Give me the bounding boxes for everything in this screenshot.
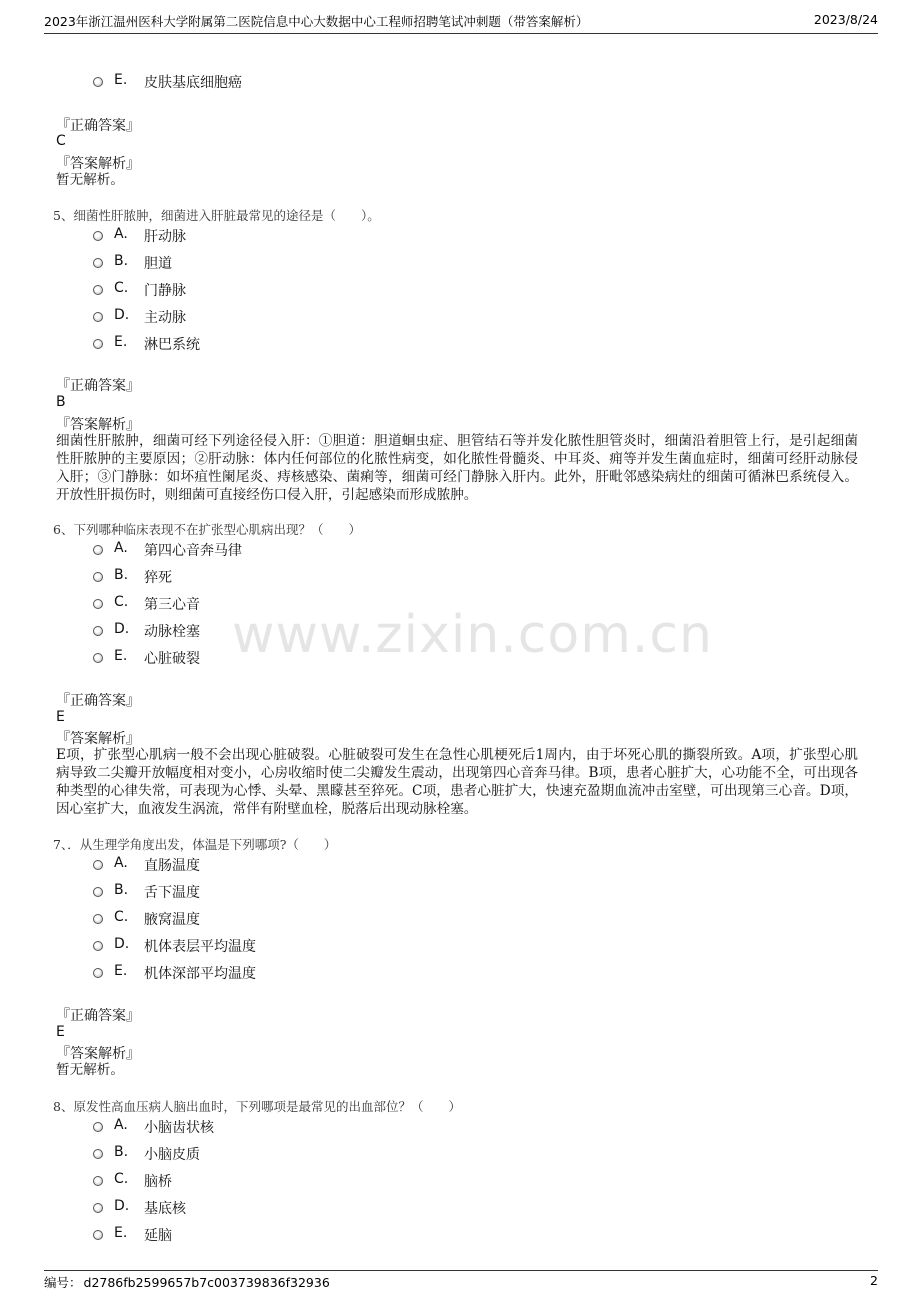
- explanation-label: 『答案解析』: [56, 417, 140, 433]
- explanation-label: 『答案解析』: [56, 731, 140, 747]
- answer-label: 『正确答案』: [56, 118, 140, 134]
- page-header: [44, 12, 878, 34]
- question-stem: 6、下列哪种临床表现不在扩张型心肌病出现？（ ）: [53, 522, 361, 537]
- document-title: 2023年浙江温州医科大学附属第二医院信息中心大数据中心工程师招聘笔试冲刺题（带答案解析）: [44, 14, 589, 29]
- document-date: 2023/8/24: [813, 12, 878, 27]
- radio-icon[interactable]: [93, 1122, 103, 1132]
- radio-icon[interactable]: [93, 860, 103, 870]
- radio-icon[interactable]: [93, 1149, 103, 1159]
- explanation-text: 细菌性肝脓肿，细菌可经下列途径侵入肝：①胆道：胆道蛔虫症、胆管结石等并发化脓性胆管炎时，细菌沿着胆管上行，是引起细菌性肝脓肿的主要原因；②肝动脉：体内任何部位的化脓性病变，如化脓性骨髓炎、中耳炎、痈等并发生菌血症时，细菌可经肝动脉侵入肝；③门静脉：如坏疽性阑尾炎、痔核感染、菌痢等，细菌可经门静脉入肝内。此外，肝毗邻感染病灶的细菌可循淋巴系统侵入。开放性肝损伤时，则细菌可直接经伤口侵入肝，引起感染而形成脓肿。: [56, 433, 858, 503]
- question-stem: 5、细菌性肝脓肿，细菌进入肝脏最常见的途径是（ ）。: [53, 208, 380, 223]
- radio-icon[interactable]: [93, 1230, 103, 1240]
- radio-icon[interactable]: [93, 77, 103, 87]
- radio-icon[interactable]: [93, 1176, 103, 1186]
- radio-icon[interactable]: [93, 312, 103, 322]
- radio-icon[interactable]: [93, 258, 103, 268]
- question-stem: 8、原发性高血压病人脑出血时，下列哪项是最常见的出血部位？（ ）: [53, 1099, 461, 1114]
- radio-icon[interactable]: [93, 914, 103, 924]
- explanation-text: 暂无解析。: [56, 172, 124, 188]
- radio-icon[interactable]: [93, 653, 103, 663]
- page-number: 2: [870, 1273, 878, 1288]
- answer-value: E: [56, 1024, 65, 1040]
- explanation-label: 『答案解析』: [56, 1046, 140, 1062]
- radio-icon[interactable]: [93, 231, 103, 241]
- document-code-value: d2786fb2599657b7c003739836f32936: [83, 1275, 330, 1290]
- answer-value: C: [56, 133, 66, 149]
- radio-icon[interactable]: [93, 968, 103, 978]
- explanation-text: 暂无解析。: [56, 1062, 124, 1078]
- radio-icon[interactable]: [93, 599, 103, 609]
- answer-label: 『正确答案』: [56, 378, 140, 394]
- radio-icon[interactable]: [93, 572, 103, 582]
- radio-icon[interactable]: [93, 941, 103, 951]
- watermark: www.zixin.com.cn: [232, 605, 713, 665]
- answer-value: B: [56, 394, 66, 410]
- radio-icon[interactable]: [93, 887, 103, 897]
- radio-icon[interactable]: [93, 285, 103, 295]
- question-stem: 7、．从生理学角度出发，体温是下列哪项?（ ）: [53, 837, 337, 852]
- document-code: [44, 1273, 332, 1291]
- answer-value: E: [56, 709, 65, 725]
- explanation-label: 『答案解析』: [56, 156, 140, 172]
- radio-icon[interactable]: [93, 339, 103, 349]
- radio-icon[interactable]: [93, 545, 103, 555]
- document-code-label: 编号：: [44, 1275, 82, 1290]
- radio-icon[interactable]: [93, 1203, 103, 1213]
- answer-label: 『正确答案』: [56, 1008, 140, 1024]
- radio-icon[interactable]: [93, 626, 103, 636]
- explanation-text: E项，扩张型心肌病一般不会出现心脏破裂。心脏破裂可发生在急性心肌梗死后1周内，由于坏死心肌的撕裂所致。A项，扩张型心肌病导致二尖瓣开放幅度相对变小，心房收缩时使二尖瓣发生震动，出现第四心音奔马律。B项，患者心脏扩大，心功能不全，可出现各种类型的心律失常，可表现为心悸、头晕、黑矇甚至猝死。C项，患者心脏扩大，快速充盈期血流冲击室壁，可出现第三心音。D项，因心室扩大，血液发生涡流，常伴有附壁血栓，脱落后出现动脉栓塞。: [56, 747, 858, 817]
- answer-label: 『正确答案』: [56, 693, 140, 709]
- page-footer: [44, 1270, 878, 1291]
